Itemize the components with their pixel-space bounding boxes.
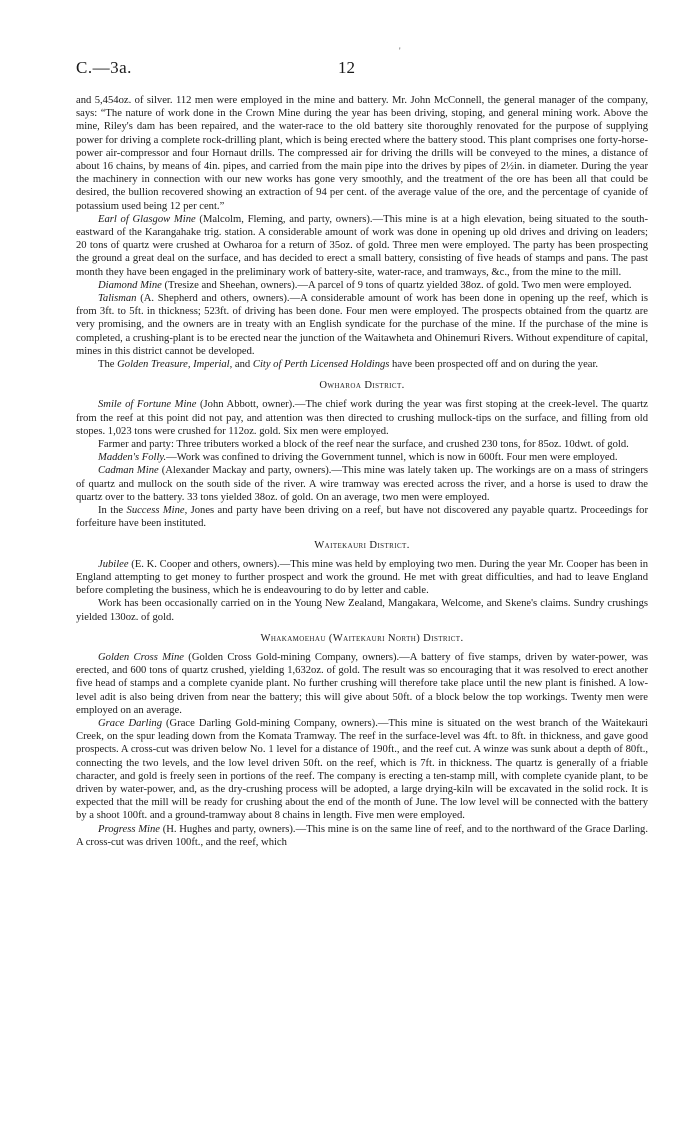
text-run: (E. K. Cooper and others, owners).—This mine was held by employing two men. During the year Mr. Cooper has been in England attempting to get money to further prospect and work the ground. He met with great difficulties, and had to leave England before completing the business, which he is endeavouring to do by letter and cable. <box>76 558 648 597</box>
text-run: (Grace Darling Gold-mining Company, owners).—This mine is situated on the west branch of the Waitekauri Creek, on the spur leading down from the Komata Tramway. The reef in the surface-level was 4ft. to 8ft. in thickness, and gave good prospects. A cross-cut was driven below No. 1 level for a distance of 190ft., and the reef cut. A winze was sunk about a depth of 80ft., connecting the two levels, and the low level driven 50ft. on the reef, which is 7ft. in thickness. The quartz is generally of a friable character, and gold is freely seen in portions of the reef. The company is erecting a ten-stamp mill, with complete cyanide plant, to be driven by water-power, and, as the dry-crushing process will be adopted, a large drying-kiln will be excavated in the solid rock. It is expected that the mill will be ready for crushing about the end of the month of June. The low level will be connected with the battery by a shoot 100ft. and a ground-tramway about 8 chains in length. Five men were employed. <box>76 717 648 822</box>
italic-name: City of Perth Licensed Holdings <box>252 359 390 371</box>
text-run: have been prospected off and on during the year. <box>389 359 599 371</box>
text-run: and 5,454oz. of silver. 112 men were employed in the mine and battery. Mr. John McConnell, the general manager of the company, says: “The nature of work done in the Crown Mine during the year has been driving, stoping, and general mining work. Above the mine, Riley's dam has been repaired, and the water-race to the old battery site thoroughly renovated for the purpose of supplying power for driving a complete rock-drilling plant, which is being erected where the battery stood. This plant comprises one forty-horse-power air-compressor and four Hornaut drills. The compressed air for driving the drills will be conveyed to the mines, a distance of about 16 chains, by means of 4in. pipes, and carried from the main pipe into the drives by pipes of 2½in. in diameter. During the year the machinery in connection with our new works has gone very smoothly, and the treatment of the ore has been all that could be desired, the bullion recovered showing an extraction of 94 per cent. of the average value of the ore, and the percentage of cyanide of potassium used being 12 per cent.” <box>76 95 648 212</box>
text-run: (Malcolm, Fleming, and party, owners).—This mine is at a high elevation, being situated to the south-eastward of the Karangahake trig. station. A considerable amount of work was done in opening up old drives and driving on leaders; 20 tons of quartz were crushed at Owharoa for a return of 35oz. of gold. Three men were employed. The party has been prospecting the ground a great deal on the surface, and has decided to erect a small battery, consisting of five heads of stamps and pans. The past month they have been engaged in the preliminary work of battery-site, water-race, and tramways, &c., from the mine to the mill. <box>76 213 648 278</box>
paragraph <box>76 464 648 504</box>
paragraph <box>76 398 648 438</box>
text-run: (H. Hughes and party, owners).—This mine is on the same line of reef, and to the northward of the Grace Darling. A cross-cut was driven 100ft., and the reef, which <box>76 823 648 848</box>
page-number: 12 <box>338 58 355 77</box>
paragraph <box>76 597 648 623</box>
paragraph <box>76 651 648 717</box>
text-run: (A. Shepherd and others, owners).—A considerable amount of work has been done in opening up the reef, which is from 3ft. to 5ft. in thickness; 523ft. of driving has been done. Four men were employed. The prospects obtained from the quartz are very promising, and the owners are in treaty with an English syndicate for the purchase of the mine. If the purchase of the mine is completed, a crushing-plant is to be erected near the junction of the Waitawheta and Ohinemuri Rivers. Without expenditure of capital, mines in this district cannot be developed. <box>76 293 648 357</box>
text-run: Whakamoehau (Waitekauri North) District. <box>260 632 464 644</box>
italic-name: Grace Darling <box>98 717 163 729</box>
text-run: Work has been occasionally carried on in the Young New Zealand, Mangakara, Welcome, and Skene's claims. Sundry crushings yielded 130oz. of gold. <box>76 598 648 623</box>
section-heading <box>76 379 648 392</box>
text-run: In the <box>98 505 127 517</box>
text-run: Farmer and party: Three tributers worked a block of the reef near the surface, and crushed 230 tons, for 85oz. 10dwt. of gold. <box>98 439 629 451</box>
italic-name: Talisman <box>98 293 137 305</box>
text-run: —Work was confined to driving the Government tunnel, which is now in 600ft. Four men were employed. <box>166 452 618 464</box>
paragraph <box>76 358 648 371</box>
text-run: Waitekauri District. <box>314 539 410 551</box>
italic-name: Progress Mine <box>98 823 160 835</box>
text-run: (Tresize and Sheehan, owners).—A parcel of 9 tons of quartz yielded 38oz. of gold. Two men were employed. <box>161 279 632 291</box>
paragraph <box>76 451 648 464</box>
stray-mark: ' <box>399 46 401 56</box>
italic-name: Jubilee <box>98 558 129 570</box>
italic-name: Diamond Mine <box>98 279 162 291</box>
paragraph <box>76 94 648 213</box>
paragraph <box>76 558 648 598</box>
paragraph <box>76 438 648 451</box>
paragraph <box>76 279 648 292</box>
paragraph <box>76 213 648 279</box>
paragraph <box>76 292 648 358</box>
text-run: (John Abbott, owner).—The chief work during the year was first stoping at the creek-level. The quartz from the reef at this point did not pay, and attention was then directed to crushing mullock-tips on the surface, and filling from old stopes. 1,023 tons were crushed for 112oz. gold. Six men were employed. <box>76 399 648 437</box>
italic-name: Madden's Folly. <box>98 452 167 464</box>
text-run: The <box>98 359 118 371</box>
paragraph <box>76 504 648 530</box>
italic-name: Success Mine, <box>126 505 188 517</box>
italic-name: Golden Cross Mine <box>98 651 184 663</box>
document-body <box>76 94 648 849</box>
paragraph <box>76 717 648 823</box>
text-run: and <box>232 359 253 371</box>
text-run: Owharoa District. <box>319 380 405 392</box>
text-run: (Golden Cross Gold-mining Company, owners).—A battery of five stamps, driven by water-power, was erected, and 600 tons of quartz crushed, yielding 1,632oz. of gold. The result was so encouraging that it was resolved to erect another five head of stamps and a complete cyanide plant. No further crushing will therefore take place until the new plant is finished. A low-level adit is also being driven from near the battery; this will give about 50ft. of a block below the top workings. Twenty men were employed on an average. <box>76 651 648 716</box>
italic-name: Earl of Glasgow Mine <box>98 213 196 225</box>
text-run: Jones and party have been driving on a reef, but have not discovered any payable quartz. Proceedings for forfeiture have been instituted. <box>76 505 648 530</box>
page-header <box>76 58 648 94</box>
section-heading <box>76 632 648 645</box>
italic-name: Cadman Mine <box>98 465 159 477</box>
italic-name: Golden Treasure, Imperial, <box>117 359 233 371</box>
italic-name: Smile of Fortune Mine <box>98 399 197 411</box>
section-heading <box>76 539 648 552</box>
document-reference: C.—3a. <box>76 58 132 77</box>
text-run: (Alexander Mackay and party, owners).—This mine was lately taken up. The workings are on a mass of stringers of quartz and mullock on the south side of the river. A wire tramway was erected across the river, and a horse is used to draw the quartz over to the battery. 33 tons yielded 38oz. of gold. On an average, two men were employed. <box>76 465 648 503</box>
paragraph <box>76 823 648 849</box>
